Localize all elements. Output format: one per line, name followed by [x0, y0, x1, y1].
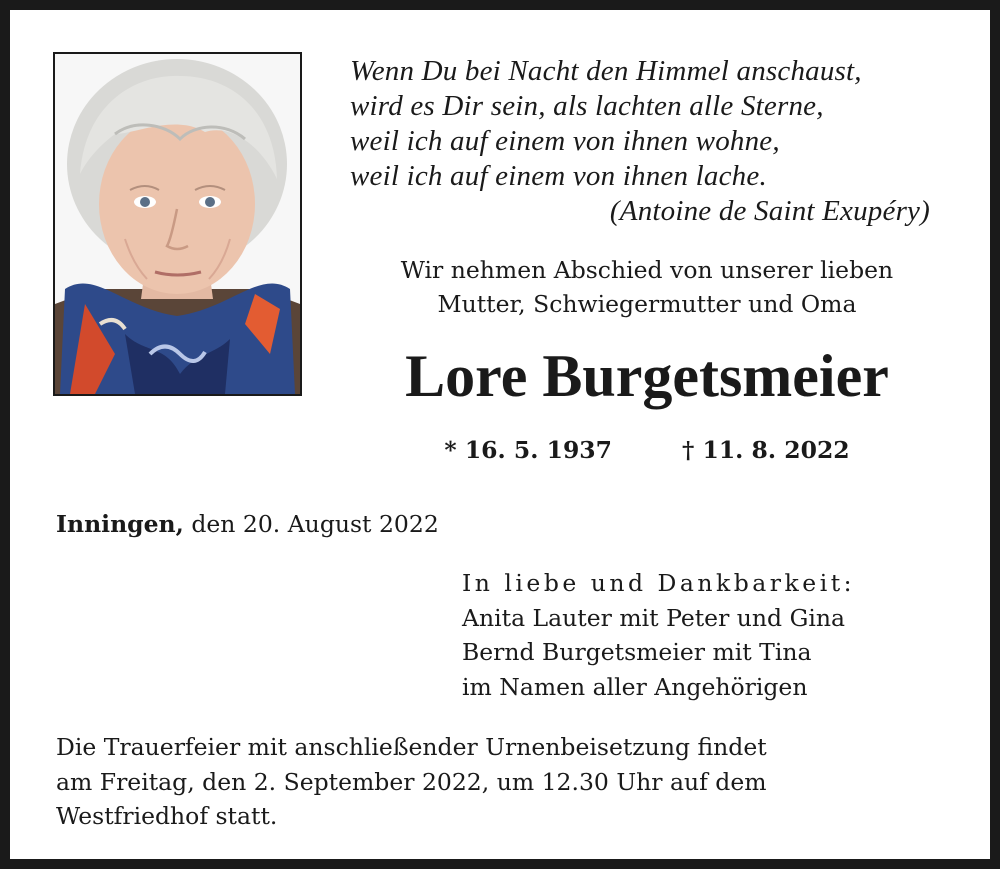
funeral-service-notice	[56, 730, 956, 834]
notice-line: Westfriedhof statt.	[56, 802, 278, 830]
portrait-image	[55, 54, 300, 394]
birth-date: * 16. 5. 1937	[444, 436, 612, 464]
deceased-name: Lore Burgetsmeier	[405, 343, 889, 409]
notice-line: am Freitag, den 2. September 2022, um 12.30 Uhr auf dem	[56, 767, 767, 796]
mourners-signature	[462, 566, 855, 704]
death-date: † 11. 8. 2022	[682, 436, 850, 464]
intro-line-2: Mutter, Schwiegermutter und Oma	[437, 290, 857, 318]
poem-line: wird es Dir sein, als lachten alle Sterne,	[350, 90, 824, 122]
signer-line: Bernd Burgetsmeier mit Tina	[462, 638, 812, 666]
farewell-intro	[340, 253, 954, 321]
portrait-photo	[53, 52, 302, 396]
signer-line: im Namen aller Angehörigen	[462, 672, 808, 701]
life-dates	[340, 432, 954, 468]
poem-line: weil ich auf einem von ihnen lache.	[350, 160, 767, 192]
poem-author: (Antoine de Saint Exupéry)	[609, 195, 930, 227]
notice-line: Die Trauerfeier mit anschließender Urnenbeisetzung findet	[56, 733, 767, 761]
signer-line: Anita Lauter mit Peter und Gina	[462, 603, 845, 632]
poem-line: weil ich auf einem von ihnen wohne,	[350, 125, 780, 157]
place-name: Inningen,	[56, 510, 184, 538]
place-and-date	[56, 506, 439, 542]
poem-quote	[350, 54, 950, 229]
signers-heading: In liebe und Dankbarkeit:	[462, 569, 856, 597]
intro-line-1: Wir nehmen Abschied von unserer lieben	[400, 256, 894, 284]
notice-date: den 20. August 2022	[191, 510, 439, 538]
poem-line: Wenn Du bei Nacht den Himmel anschaust,	[350, 55, 862, 87]
